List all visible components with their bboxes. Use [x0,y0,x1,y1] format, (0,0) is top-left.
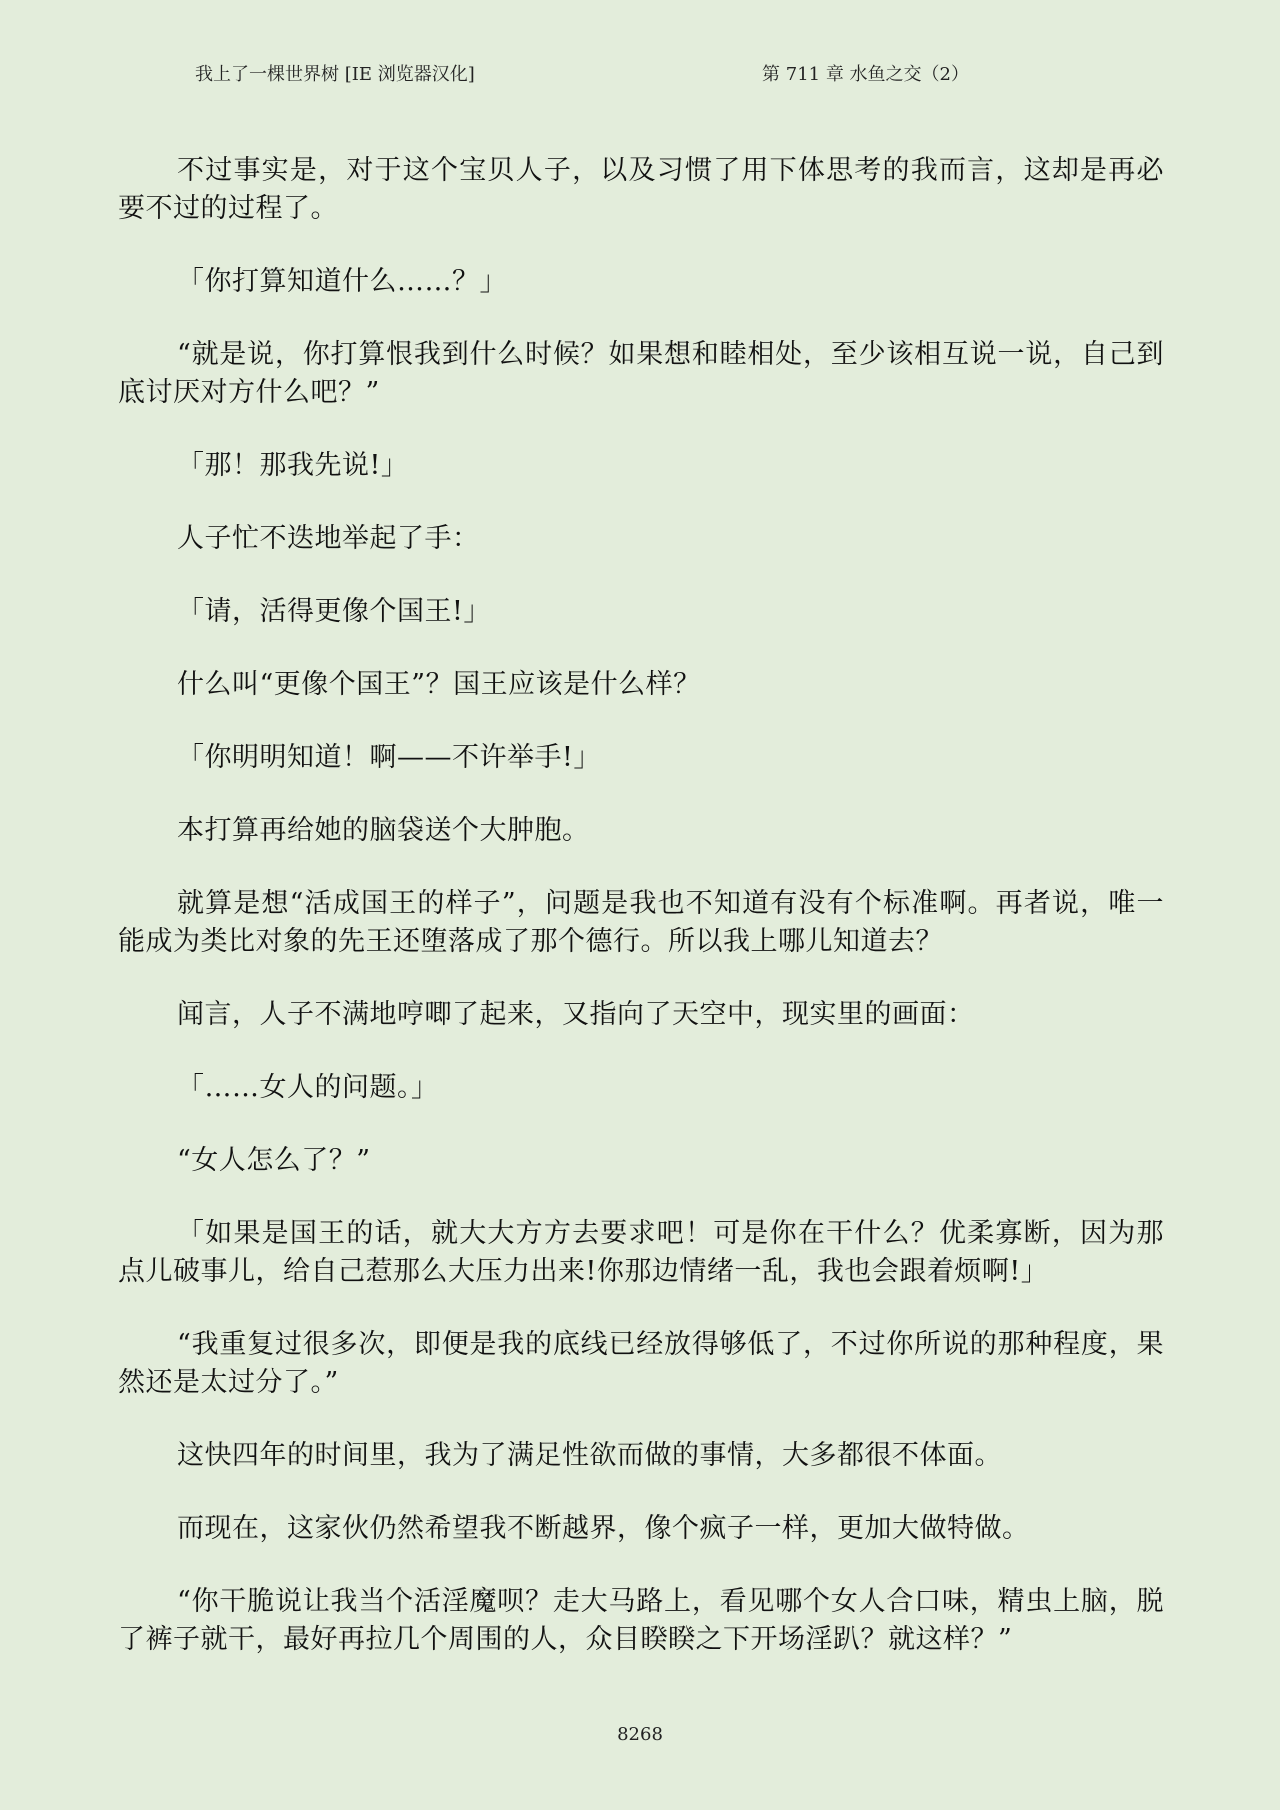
paragraph: 而现在，这家伙仍然希望我不断越界，像个疯子一样，更加大做特做。 [177,1513,1030,1544]
paragraph: “我重复过很多次，即便是我的底线已经放得够低了，不过你所说的那种程度，果然还是太过分了。” [118,1329,1164,1398]
chapter-title: 第 711 章 水鱼之交（2） [762,64,969,85]
paragraph: 什么叫“更像个国王”？国王应该是什么样？ [177,669,701,700]
paragraph: “你干脆说让我当个活淫魔呗？走大马路上，看见哪个女人合口味，精虫上脑，脱了裤子就干，最好再拉几个周围的人，众目睽睽之下开场淫趴？就这样？” [118,1586,1164,1655]
chapter-body [118,152,1164,1694]
paragraph: 本打算再给她的脑袋送个大肿胞。 [177,815,590,846]
page-header [195,60,1085,90]
paragraph: 闻言，人子不满地哼唧了起来，又指向了天空中，现实里的画面： [177,999,975,1030]
paragraph: 就算是想“活成国王的样子”，问题是我也不知道有没有个标准啊。再者说，唯一能成为类比对象的先王还堕落成了那个德行。所以我上哪儿知道去？ [118,888,1164,957]
paragraph: 「那！那我先说!」 [177,450,409,481]
paragraph: “女人怎么了？” [177,1145,371,1176]
paragraph: “就是说，你打算恨我到什么时候？如果想和睦相处，至少该相互说一说，自己到底讨厌对方什么吧？” [118,339,1164,408]
paragraph: 「你打算知道什么……？」 [177,266,507,297]
paragraph: 「请，活得更像个国王!」 [177,596,491,627]
paragraph: 这快四年的时间里，我为了满足性欲而做的事情，大多都很不体面。 [177,1440,1002,1471]
page-number: 8268 [617,1724,663,1745]
paragraph: 「你明明知道！啊——不许举手!」 [177,742,601,773]
paragraph: 不过事实是，对于这个宝贝人子，以及习惯了用下体思考的我而言，这却是再必要不过的过程了。 [118,155,1164,224]
paragraph: 人子忙不迭地举起了手： [177,523,480,554]
paragraph: 「如果是国王的话，就大大方方去要求吧！可是你在干什么？优柔寡断，因为那点儿破事儿，给自己惹那么大压力出来!你那边情绪一乱，我也会跟着烦啊!」 [118,1218,1164,1287]
book-title: 我上了一棵世界树 [IE 浏览器汉化] [195,64,475,85]
paragraph: 「……女人的问题。」 [177,1072,439,1103]
